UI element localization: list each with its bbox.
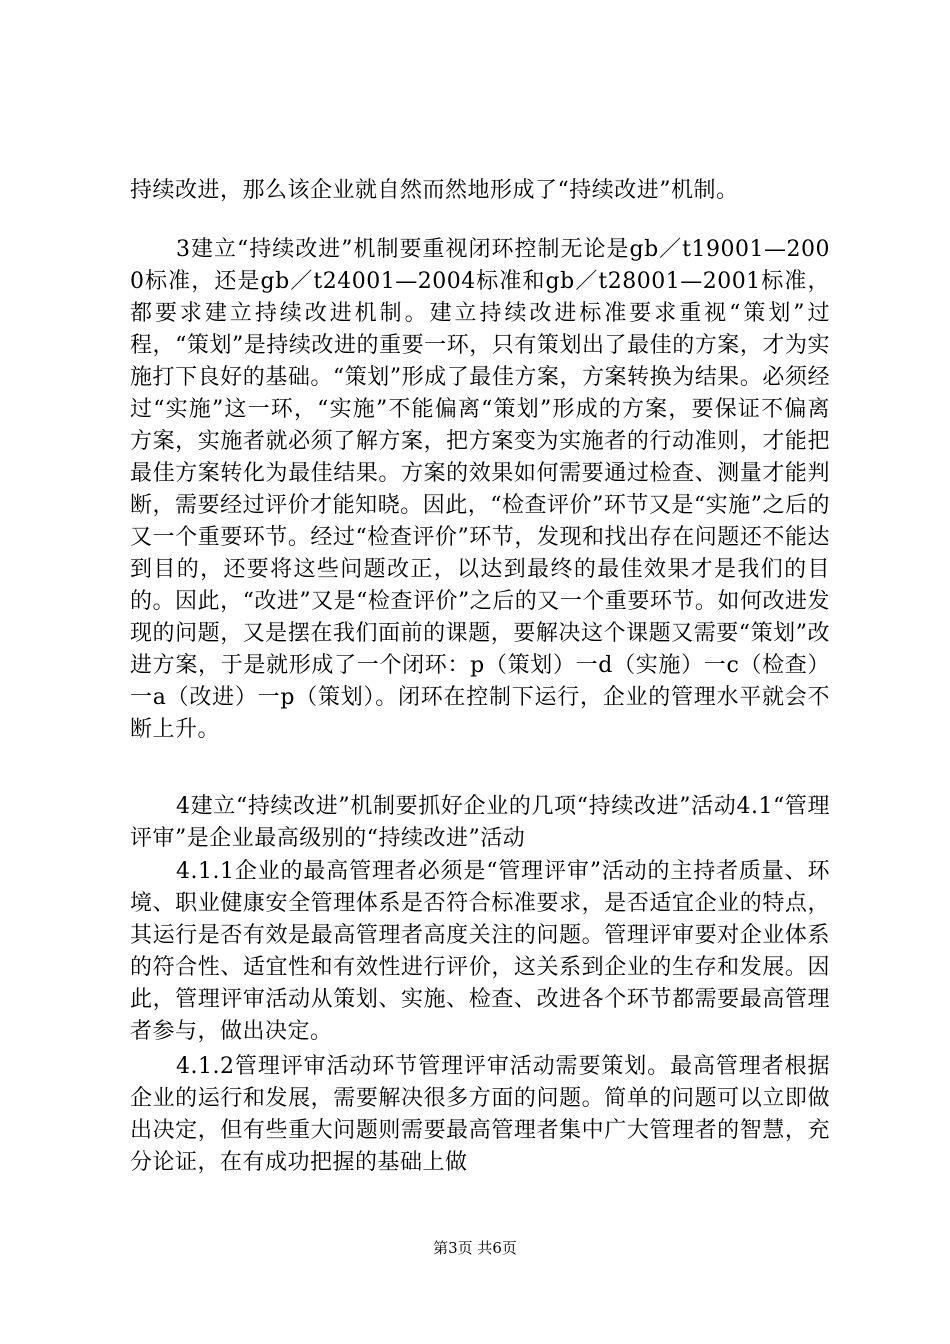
paragraph-section-3: 3建立“持续改进”机制要重视闭环控制无论是gb／t19001—2000标准，还是gb／t24001—2004标准和gb／t28001—2001标准，都要求建立持续改进机制。建立持续改进标准要求重视“策划”过程，“策划”是持续改进的重要一环，只有策划出了最佳的方案，才为实施打下良好的基础。“策划”形成了最佳方案，方案转换为结果。必须经过“实施”这一环，“实施”不能偏离“策划”形成的方案，要保证不偏离方案，实施者就必须了解方案，把方案变为实施者的行动准则，才能把最佳方案转化为最佳结果。方案的效果如何需要通过检查、测量才能判断，需要经过评价才能知晓。因此，“检查评价”环节又是“实施”之后的又一个重要环节。经过“检查评价”环节，发现和找出存在问题还不能达到目的，还要将这些问题改正，以达到最终的最佳效果才是我们的目的。因此，“改进”又是“检查评价”之后的又一个重要环节。如何改进发现的问题，又是摆在我们面前的课题，要解决这个课题又需要“策划”改进方案，于是就形成了一个闭环：p（策划）一d（实施）一c（检查）一a（改进）一p（策划）。闭环在控制下运行，企业的管理水平就会不断上升。 bbox=[130, 237, 830, 742]
paragraph-section-4-1-2: 4.1.2管理评审活动环节管理评审活动需要策划。最高管理者根据企业的运行和发展，需要解决很多方面的问题。简单的问题可以立即做出决定，但有些重大问题则需要最高管理者集中广大管理者的智慧，充分论证，在有成功把握的基础上做 bbox=[130, 1054, 830, 1175]
paragraph-section-4: 4建立“持续改进”机制要抓好企业的几项“持续改进”活动4.1“管理评审”是企业最高级别的“持续改进”活动 bbox=[130, 794, 830, 851]
paragraph-continuation: 持续改进，那么该企业就自然而然地形成了“持续改进”机制。 bbox=[130, 178, 739, 203]
paragraph-section-4-1-1: 4.1.1企业的最高管理者必须是“管理评审”活动的主持者质量、环境、职业健康安全管理体系是否符合标准要求，是否适宜企业的特点，其运行是否有效是最高管理者高度关注的问题。管理评审要对企业体系的符合性、适宜性和有效性进行评价，这关系到企业的生存和发展。因此，管理评审活动从策划、实施、检查、改进各个环节都需要最高管理者参与，做出决定。 bbox=[130, 859, 830, 1044]
page-number-footer: 第3页 共6页 bbox=[433, 1239, 517, 1257]
